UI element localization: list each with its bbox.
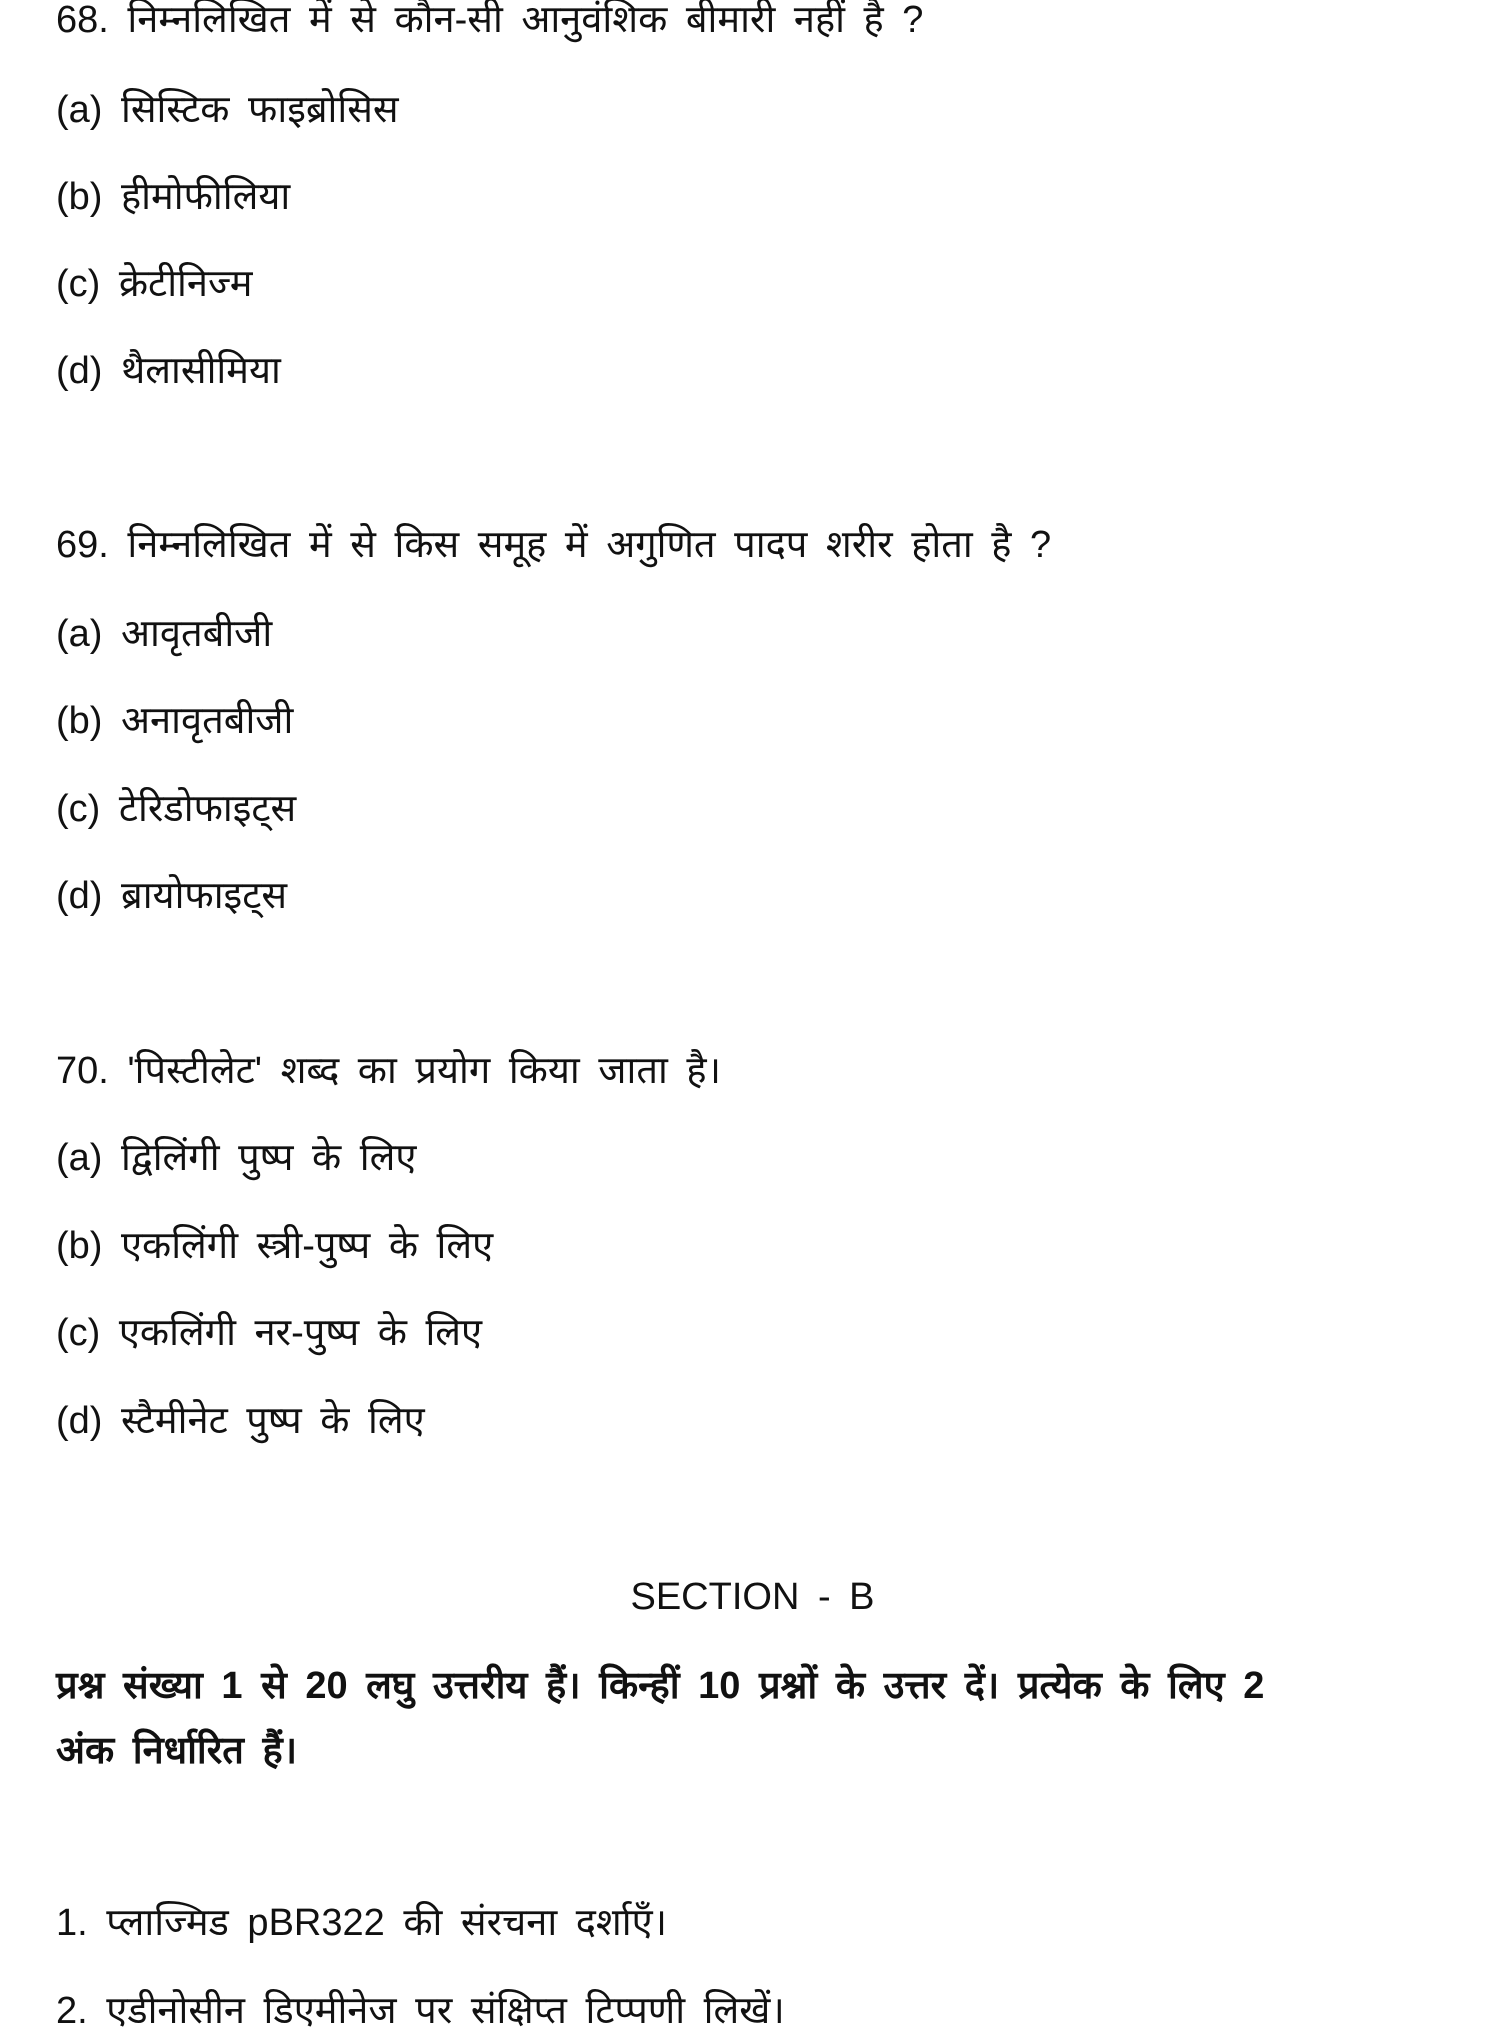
- option-b: (b) हीमोफीलिया: [56, 176, 291, 218]
- section-title: SECTION - B: [630, 1576, 875, 1618]
- option-d: (d) थैलासीमिया: [56, 350, 281, 392]
- section-instruction-line2: अंक निर्धारित हैं।: [56, 1730, 298, 1772]
- option-d: (d) ब्रायोफाइट्स: [56, 875, 288, 917]
- option-c: (c) एकलिंगी नर-पुष्प के लिए: [56, 1312, 483, 1354]
- question-text: 70. 'पिस्टीलेट' शब्द का प्रयोग किया जाता है।: [56, 1050, 721, 1092]
- short-question-1: 1. प्लाज्मिड pBR322 की संरचना दर्शाएँ।: [56, 1902, 668, 1944]
- short-question-2: 2. एडीनोसीन डिएमीनेज पर संक्षिप्त टिप्पणी लिखें।: [56, 1990, 785, 2032]
- question-text: 68. निम्नलिखित में से कौन-सी आनुवंशिक बीमारी नहीं है ?: [56, 0, 924, 41]
- option-a: (a) सिस्टिक फाइब्रोसिस: [56, 89, 399, 131]
- option-d: (d) स्टैमीनेट पुष्प के लिए: [56, 1400, 425, 1442]
- option-c: (c) क्रेटीनिज्म: [56, 263, 253, 305]
- option-b: (b) एकलिंगी स्त्री-पुष्प के लिए: [56, 1225, 494, 1267]
- question-text: 69. निम्नलिखित में से किस समूह में अगुणित पादप शरीर होता है ?: [56, 524, 1052, 566]
- option-b: (b) अनावृतबीजी: [56, 700, 294, 742]
- section-instruction-line1: प्रश्न संख्या 1 से 20 लघु उत्तरीय हैं। किन्हीं 10 प्रश्नों के उत्तर दें। प्रत्येक के लिए 2: [56, 1665, 1265, 1707]
- option-a: (a) आवृतबीजी: [56, 613, 273, 655]
- option-c: (c) टेरिडोफाइट्स: [56, 788, 297, 830]
- option-a: (a) द्विलिंगी पुष्प के लिए: [56, 1137, 417, 1179]
